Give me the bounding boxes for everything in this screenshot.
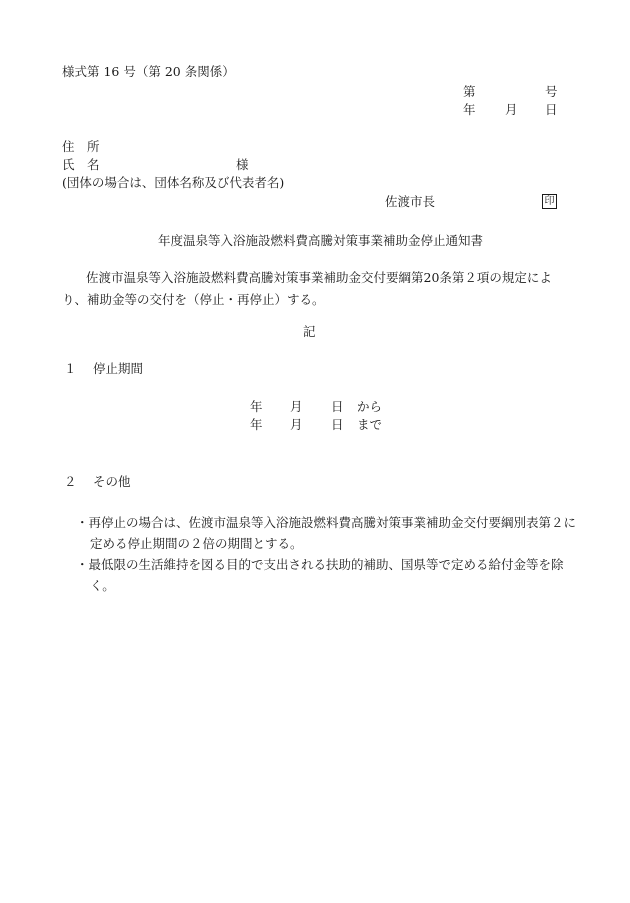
issue-date-day: 日 [545,102,558,117]
note-resuspension: ・再停止の場合は、佐渡市温泉等入浴施設燃料費高騰対策事業補助金交付要綱別表第２に定める停止期間の２倍の期間とする。 [76,515,577,551]
note-exclusion: ・最低限の生活維持を図る目的で支出される扶助的補助、国県等で定める給付金等を除く。 [76,557,564,593]
period-end-month: 月 [290,417,303,432]
section-2-heading: ２ その他 [64,474,131,489]
seal-mark: 印 [542,194,557,209]
doc-number-suffix: 号 [545,84,558,99]
period-start-day: 日 [331,399,344,414]
doc-number-prefix: 第 [463,84,476,99]
group-note: (団体の場合は、団体名称及び代表者名) [62,175,285,190]
name-label: 氏 名 [62,157,100,172]
period-to: まで [357,417,383,432]
mayor-title: 佐渡市長 [385,194,436,209]
period-start-month: 月 [290,399,303,414]
period-from: から [357,399,383,414]
document-title: 年度温泉等入浴施設燃料費高騰対策事業補助金停止通知書 [158,233,484,248]
issue-date-year: 年 [463,102,476,117]
period-end-year: 年 [250,417,263,432]
section-1-heading: １ 停止期間 [64,361,143,376]
address-label: 住 所 [62,139,100,154]
ki-heading: 記 [303,324,316,339]
period-end-day: 日 [331,417,344,432]
issue-date-month: 月 [505,102,518,117]
honorific: 様 [236,157,249,172]
period-start-year: 年 [250,399,263,414]
body-paragraph: 佐渡市温泉等入浴施設燃料費高騰対策事業補助金交付要綱第20条第２項の規定により、補助金等の交付を（停止・再停止）する。 [62,270,552,307]
form-number: 様式第 16 号（第 20 条関係） [62,64,235,79]
